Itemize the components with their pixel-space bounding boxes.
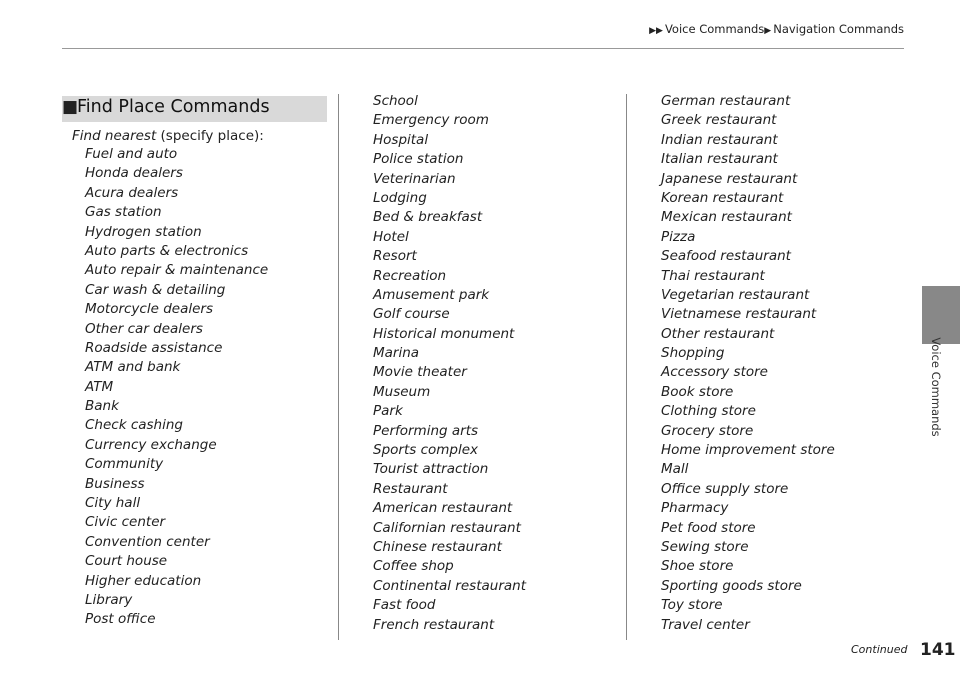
place-item: Travel center [661,616,750,633]
command-suffix: (specify place): [156,128,264,144]
place-item: Bed & breakfast [373,209,483,226]
place-item: Indian restaurant [661,131,778,148]
place-item: Chinese restaurant [373,538,502,555]
place-item: Recreation [373,267,447,284]
place-item: Emergency room [373,112,489,129]
place-item: Veterinarian [373,170,456,187]
breadcrumb-arrow-icon: ▶ [764,26,772,36]
place-item: Convention center [85,533,210,550]
place-item: Currency exchange [85,436,217,453]
breadcrumb-arrow-icon: ▶▶ [649,26,663,36]
place-item: Lodging [373,189,427,206]
column-divider [338,94,339,640]
place-item: Shoe store [661,558,734,575]
place-item: Motorcycle dealers [85,301,213,318]
place-item: Pet food store [661,519,756,536]
place-item: Vegetarian restaurant [661,286,810,303]
place-item: Californian restaurant [373,519,521,536]
place-item: Italian restaurant [661,151,778,168]
place-list-column-1 [85,145,268,630]
place-item: Tourist attraction [373,461,489,478]
place-item: Roadside assistance [85,339,223,356]
page-number: 141 [920,640,956,660]
place-item: Fast food [373,597,436,614]
place-item: Seafood restaurant [661,248,791,265]
place-list-column-3 [661,92,835,635]
place-item: Business [85,475,145,492]
place-item: Greek restaurant [661,112,777,129]
place-item: Toy store [661,597,723,614]
place-item: Japanese restaurant [661,170,798,187]
place-item: Acura dealers [85,184,179,201]
breadcrumb [649,22,904,36]
breadcrumb-item[interactable]: Navigation Commands [773,22,904,36]
square-bullet-icon: ■ [62,97,79,117]
place-item: Home improvement store [661,442,835,459]
continued-label: Continued [851,643,908,656]
place-item: Marina [373,345,420,362]
place-item: Sporting goods store [661,577,802,594]
place-item: Higher education [85,572,202,589]
place-item: Bank [85,398,119,415]
place-item: Sewing store [661,538,749,555]
place-item: Movie theater [373,364,467,381]
place-item: Coffee shop [373,558,454,575]
place-item: Performing arts [373,422,479,439]
section-title: Find Place Commands [77,97,270,117]
place-item: Amusement park [373,286,490,303]
place-item: Accessory store [661,364,768,381]
column-divider [626,94,627,640]
place-item: Pizza [661,228,696,245]
command-intro [72,128,264,144]
place-item: Resort [373,248,417,265]
place-item: Library [85,591,133,608]
place-item: Historical monument [373,325,515,342]
place-item: City hall [85,495,141,512]
command-phrase: Find nearest [72,128,157,144]
place-item: Sports complex [373,442,479,459]
place-item: Gas station [85,204,162,221]
place-item: ATM [85,378,114,395]
place-item: ATM and bank [85,359,181,376]
place-item: Other car dealers [85,320,203,337]
place-item: Civic center [85,514,166,531]
place-item: Hospital [373,131,429,148]
place-item: Museum [373,383,431,400]
section-heading [62,96,327,122]
side-label: Voice Commands [929,337,943,437]
place-item: Community [85,456,164,473]
place-list-column-2 [373,92,526,635]
place-item: Thai restaurant [661,267,765,284]
place-item: Continental restaurant [373,577,526,594]
place-item: Court house [85,553,168,570]
place-item: Shopping [661,345,725,362]
place-item: Fuel and auto [85,146,178,162]
place-item: German restaurant [661,93,791,109]
place-item: Clothing store [661,403,756,420]
place-item: Park [373,403,403,420]
place-item: Mall [661,461,689,478]
place-item: Pharmacy [661,500,729,517]
place-item: Police station [373,151,464,168]
place-item: Check cashing [85,417,183,434]
place-item: Honda dealers [85,165,183,182]
place-item: Hydrogen station [85,223,202,240]
place-item: Restaurant [373,480,448,497]
place-item: Other restaurant [661,325,775,342]
place-item: French restaurant [373,616,495,633]
place-item: Grocery store [661,422,754,439]
header-divider [62,48,904,49]
place-item: Korean restaurant [661,189,784,206]
place-item: Auto repair & maintenance [85,262,269,279]
place-item: Hotel [373,228,409,245]
place-item: Mexican restaurant [661,209,792,226]
place-item: Car wash & detailing [85,281,226,298]
place-item: Office supply store [661,480,789,497]
place-item: American restaurant [373,500,513,517]
place-item: Golf course [373,306,450,323]
place-item: Vietnamese restaurant [661,306,817,323]
place-item: Auto parts & electronics [85,242,249,259]
breadcrumb-item[interactable]: Voice Commands [664,22,765,36]
place-item: Book store [661,383,734,400]
place-item: School [373,93,418,109]
place-item: Post office [85,611,156,628]
